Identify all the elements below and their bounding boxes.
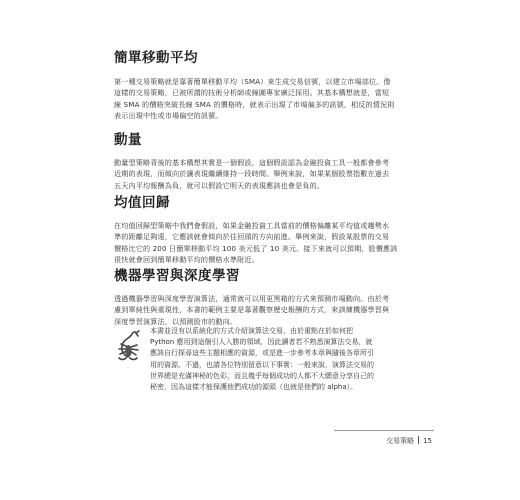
note-box (150, 326, 418, 393)
note-line: Python 應用到這個引人入勝的領域，因此讀者若不熟悉演算法交易，就 (150, 338, 373, 347)
note-line: 用的資源。不過，也請各位特別留意以下事實：一般來說，演算法交易的 (150, 360, 374, 369)
section-body (114, 76, 418, 122)
text-line: 這樣的交易策略，已被所謂的技術分析師或線圖專家廣泛採用。其基本構想就是，當短 (114, 88, 390, 98)
text-line: 線 SMA 的價格突破長線 SMA 的價格時，就表示出現了市場偏多的訊號，相反的情況則 (114, 99, 395, 109)
note-line: 本書並沒有以系統化的方式介紹演算法交易，由於重點在於如何把 (150, 327, 353, 335)
section-body (114, 293, 418, 327)
page-footer (334, 436, 432, 446)
section-body (114, 220, 418, 266)
note-line: 世界總是充滿神秘的色彩，而且幾乎每個成功的人都不大願意分享自己的 (150, 371, 374, 380)
page-number: 15 (423, 437, 432, 445)
section-heading: 均值回歸 (114, 195, 170, 211)
text-line: 深度學習演算法，以預測股市的動向。 (114, 316, 238, 326)
section-machine-learning (114, 264, 418, 327)
section-mean-reversion (114, 191, 418, 266)
text-line: 在均值回歸型策略中我們會假設，如果金融投資工具當前的價格偏離某平均值或趨勢水 (114, 221, 390, 230)
text-line: 第一種交易策略就是靠著簡單移動平均（SMA）來生成交易信號，以建立市場部位。像 (114, 77, 391, 86)
text-line: 準的距離足夠遠，它應該就會傾向於往回頭的方向前進。舉例來說，假設某股票的交易 (114, 232, 390, 242)
text-line: 動量型策略背後的基本構想其實是一個假設，這個假設認為金融投資工具一般都會參考 (114, 158, 390, 167)
footer-separator (418, 436, 419, 444)
note-line: 秘密，因為這樣才能保護他們成功的源頭（也就是他們的 alpha）。 (150, 383, 358, 392)
section-sma (114, 46, 418, 122)
section-heading: 動量 (114, 132, 142, 148)
text-line: 近期的表現，而傾向於讓表現繼續維持一段時間。舉例來說，如果某個股票指數在過去 (114, 169, 390, 179)
text-line: 價格比它的 200 日簡單移動平均 100 美元低了 10 美元。接下來就可以預期，股價應該 (114, 243, 398, 253)
footer-divider (334, 430, 434, 431)
text-line: 五天內平均報酬為負，就可以假設它明天的表現應該也會是負的。 (114, 180, 325, 190)
footer-chapter-title: 交易策略 (386, 437, 415, 445)
text-line: 很快就會回到簡單移動平均的價格水準附近。 (114, 255, 259, 265)
section-heading: 簡單移動平均 (114, 50, 198, 66)
scorpion-icon (114, 327, 144, 361)
text-line: 慮到單純性與重現性，本書的範例主要是靠著觀察歷史報酬的方式，來訓練機器學習與 (114, 305, 390, 315)
text-line: 表示出現中性或市場偏空的訊號。 (114, 111, 223, 121)
text-line: 透過機器學習與深度學習演算法，通常就可以用更黑箱的方式來預測市場動向。由於考 (114, 294, 390, 303)
section-momentum (114, 128, 418, 191)
note-line: 應該自行探尋這些主題相應的資源，或是進一步參考本章與隨後各章所引 (150, 349, 374, 358)
section-heading: 機器學習與深度學習 (114, 268, 240, 284)
section-body (114, 157, 418, 191)
